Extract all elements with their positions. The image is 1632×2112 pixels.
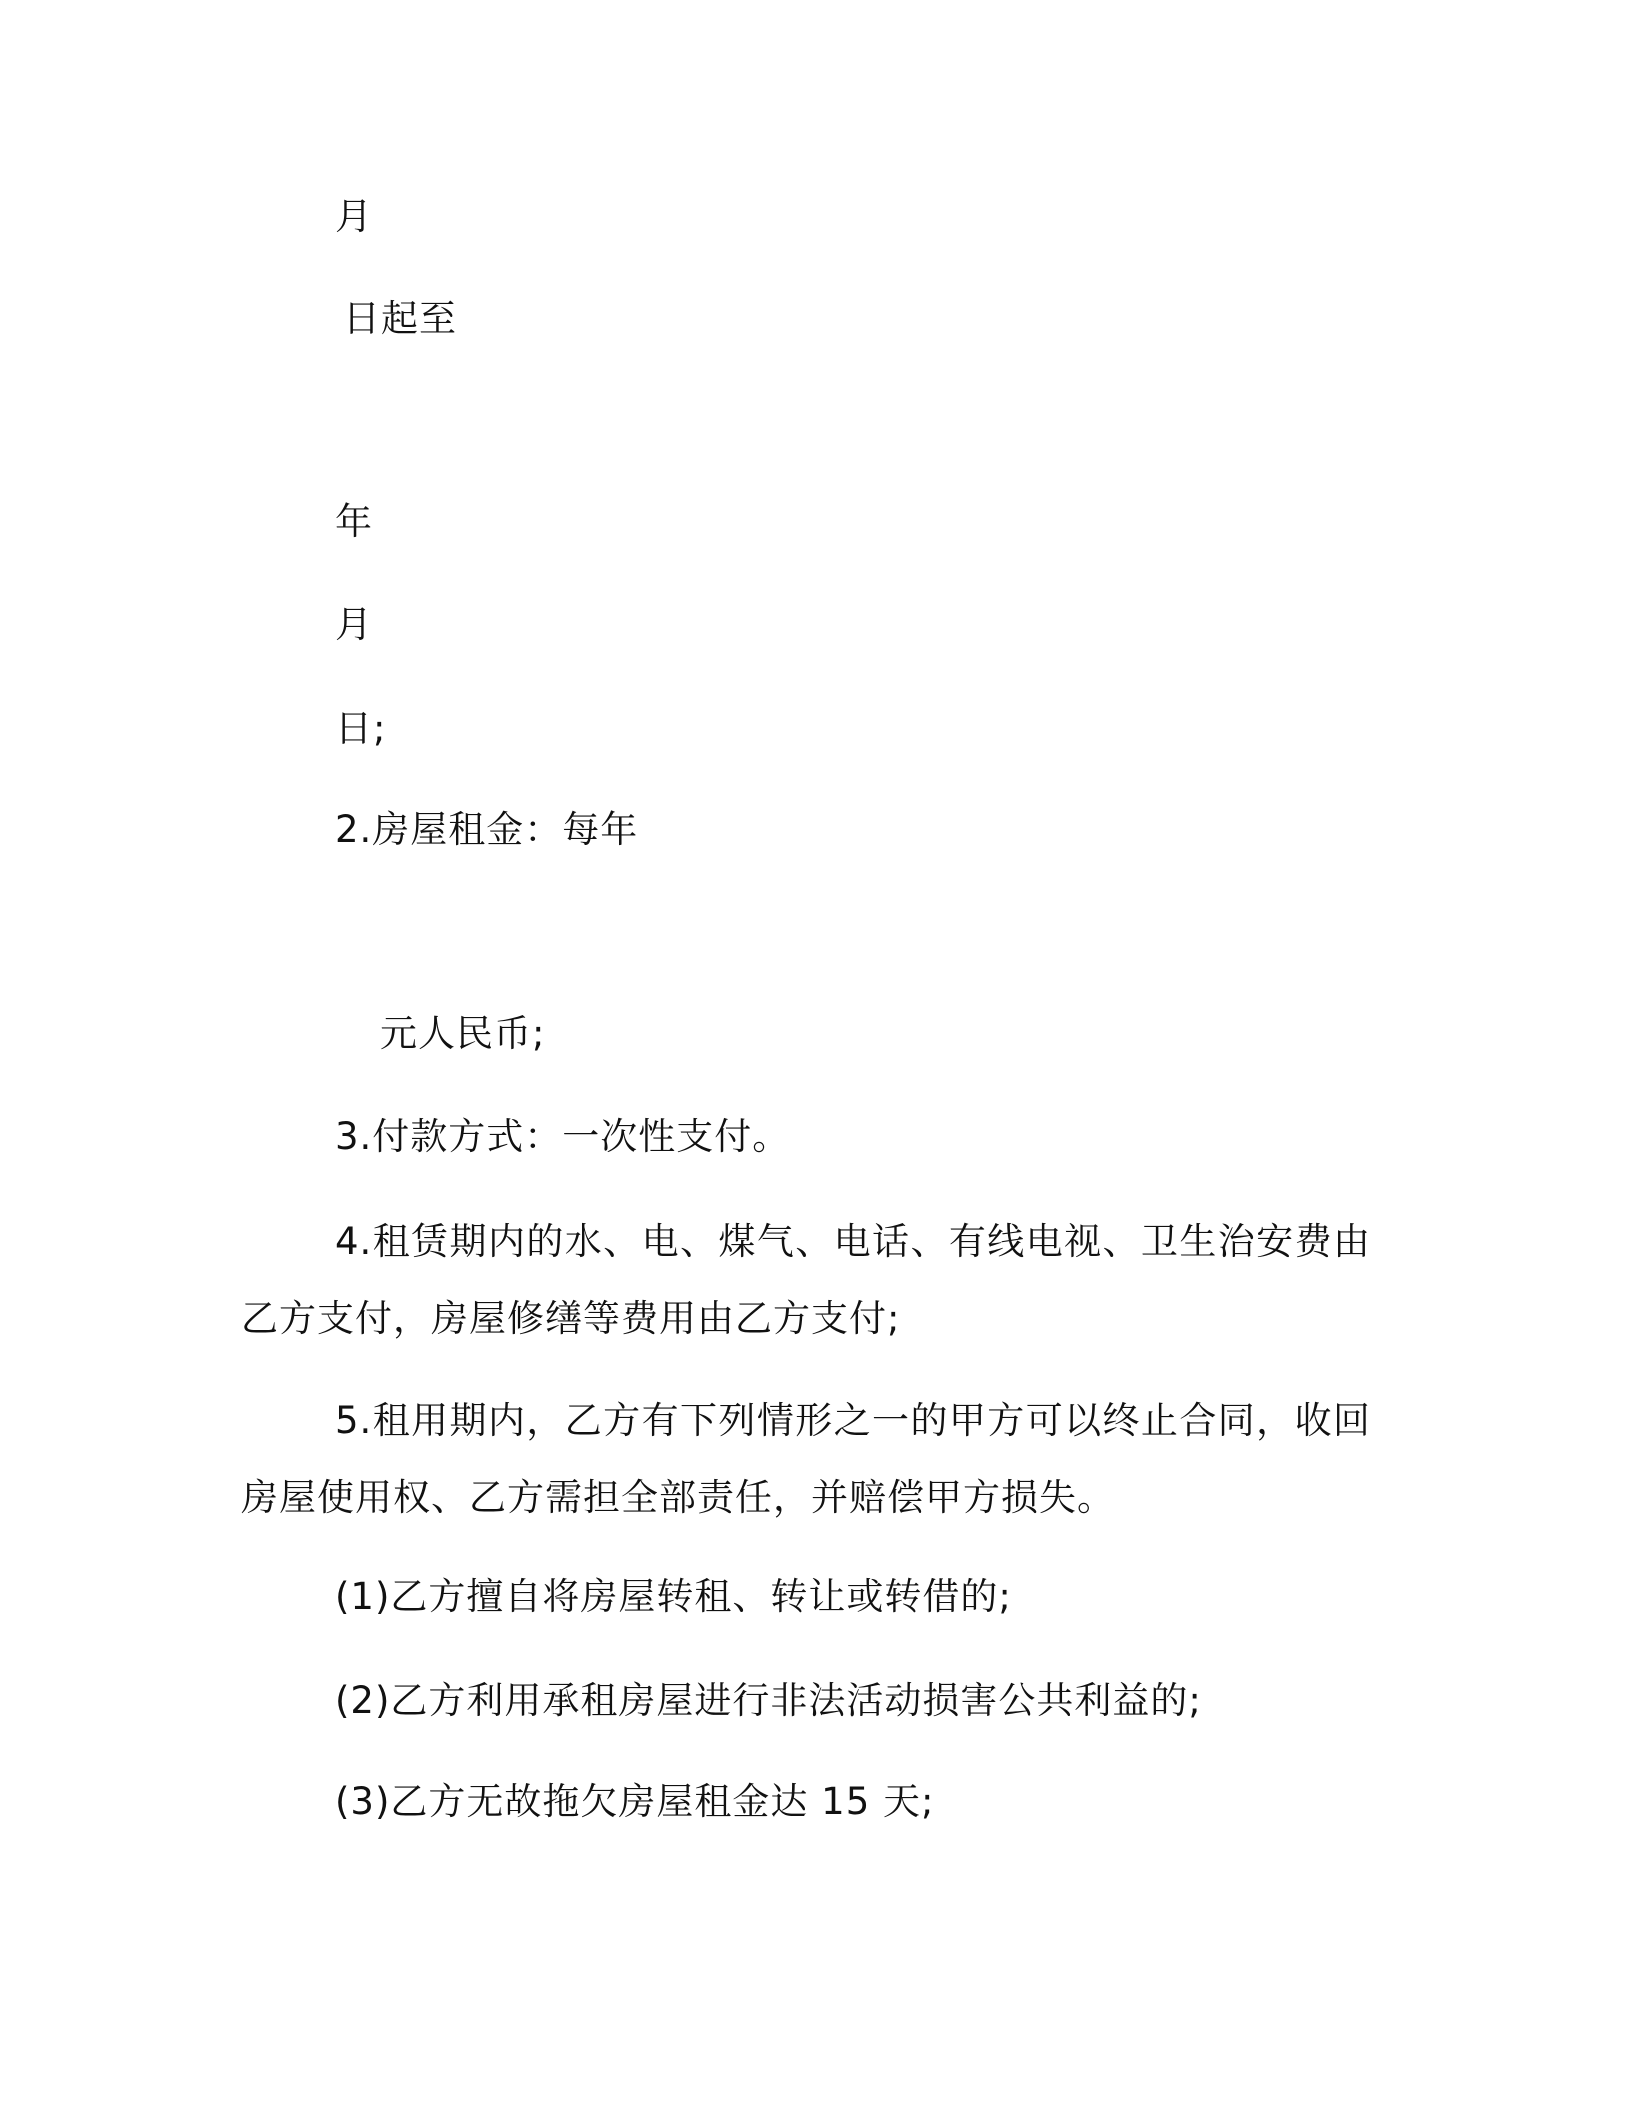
list-item: (1)乙方擅自将房屋转租、转让或转借的; <box>335 1575 1012 1618</box>
text-line-day-end: 日; <box>335 707 387 750</box>
termination-clause: 5.租用期内，乙方有下列情形之一的甲方可以终止合同，收回房屋使用权、乙方需担全部责任，并赔偿甲方损失。 <box>241 1399 1371 1519</box>
text-line-day-from-to: 日起至 <box>343 297 457 340</box>
text-line-month-1: 月 <box>335 195 373 238</box>
list-item: (3)乙方无故拖欠房屋租金达 15 天; <box>335 1780 935 1823</box>
rent-currency: 元人民币; <box>380 1012 546 1055</box>
list-item: (2)乙方利用承租房屋进行非法活动损害公共利益的; <box>335 1679 1202 1722</box>
rent-clause: 2.房屋租金：每年 <box>335 808 639 851</box>
text-line-month-2: 月 <box>335 603 373 646</box>
text-line-year: 年 <box>335 500 373 543</box>
payment-clause: 3.付款方式：一次性支付。 <box>335 1115 791 1158</box>
utilities-clause: 4.租赁期内的水、电、煤气、电话、有线电视、卫生治安费由乙方支付，房屋修缮等费用由乙方支付; <box>241 1220 1371 1340</box>
